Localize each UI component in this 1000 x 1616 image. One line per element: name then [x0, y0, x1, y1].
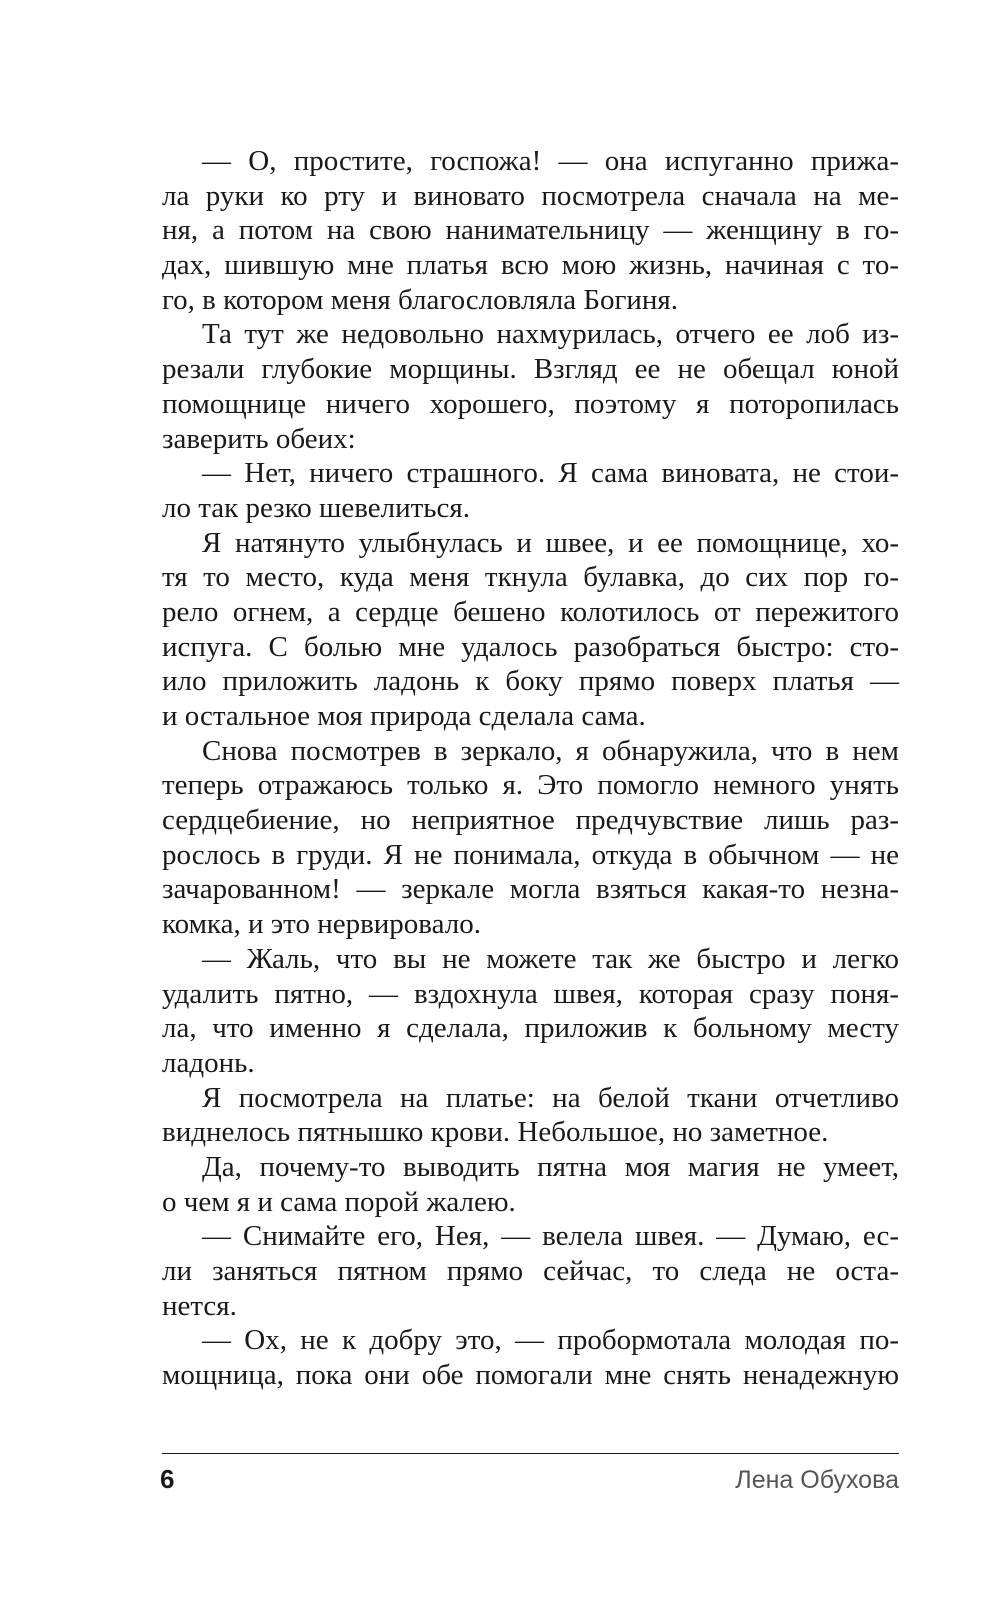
text-line: тя то место, куда меня ткнула булавка, до сих пор го- — [162, 561, 899, 594]
text-line: — О, простите, госпожа! — она испуганно прижа- — [202, 145, 899, 177]
text-line: — Жаль, что вы не можете так же быстро и легко — [202, 942, 899, 975]
running-footer-author: Лена Обухова — [735, 1466, 899, 1494]
text-line: заверить обеих: — [162, 422, 356, 455]
text-line: зачарованном! — зеркале могла взяться какая-то незна- — [162, 873, 899, 906]
text-line: и остальное моя природа сделала сама. — [162, 700, 646, 732]
text-line: Та тут же недовольно нахмурилась, отчего ее лоб из- — [202, 318, 899, 351]
text-line: сердцебиение, но неприятное предчувствие лишь раз- — [162, 804, 899, 837]
text-line: нется. — [162, 1289, 237, 1322]
text-line: удалить пятно, — вздохнула швея, которая сразу поня- — [162, 977, 899, 1010]
text-line: комка, и это нервировало. — [162, 908, 481, 941]
text-line: теперь отражаюсь только я. Это помогло немного унять — [162, 769, 899, 802]
text-line: ладонь. — [162, 1046, 255, 1079]
text-line: — Ох, не к добру это, — пробормотала молодая по- — [202, 1324, 899, 1357]
text-line: Я посмотрела на платье: на белой ткани отчетливо — [202, 1081, 899, 1114]
text-line: Я натянуто улыбнулась и швее, и ее помощнице, хо- — [202, 526, 899, 559]
text-line: дах, шившую мне платья всю мою жизнь, начиная с то- — [162, 249, 899, 282]
text-line: ла, что именно я сделала, приложив к больному месту — [162, 1012, 899, 1045]
text-line: Снова посмотрев в зеркало, я обнаружила, что в нем — [202, 734, 899, 767]
text-line: испуга. С болью мне удалось разобраться быстро: сто- — [162, 630, 899, 663]
text-line: виднелось пятнышко крови. Небольшое, но заметное. — [162, 1116, 829, 1149]
body-text — [162, 144, 899, 1393]
text-line: ла руки ко рту и виновато посмотрела сначала на ме- — [162, 179, 899, 212]
text-line: мощница, пока они обе помогали мне снять ненадежную — [162, 1359, 899, 1392]
text-line: ли заняться пятном прямо сейчас, то следа не оста- — [162, 1255, 899, 1287]
text-line: рослось в груди. Я не понимала, откуда в обычном — не — [162, 838, 899, 871]
text-line: — Снимайте его, Нея, — велела швея. — Думаю, ес- — [202, 1220, 899, 1253]
text-line: резали глубокие морщины. Взгляд ее не обещал юной — [162, 353, 899, 386]
text-line: ло так резко шевелиться. — [162, 491, 470, 524]
text-line: го, в котором меня благословляла Богиня. — [162, 283, 679, 316]
text-line: ня, а потом на свою нанимательницу — женщину в го- — [162, 214, 899, 247]
text-line: о чем я и сама порой жалею. — [162, 1185, 516, 1218]
page-number: 6 — [160, 1464, 175, 1494]
text-line: — Нет, ничего страшного. Я сама виновата, не стои- — [202, 457, 899, 490]
footer-divider — [162, 1453, 899, 1454]
text-line: помощнице ничего хорошего, поэтому я поторопилась — [162, 387, 899, 420]
text-line: рело огнем, а сердце бешено колотилось от пережитого — [162, 595, 899, 628]
text-line: ило приложить ладонь к боку прямо поверх платья — — [162, 665, 899, 698]
text-line: Да, почему-то выводить пятна моя магия не умеет, — [202, 1150, 899, 1183]
